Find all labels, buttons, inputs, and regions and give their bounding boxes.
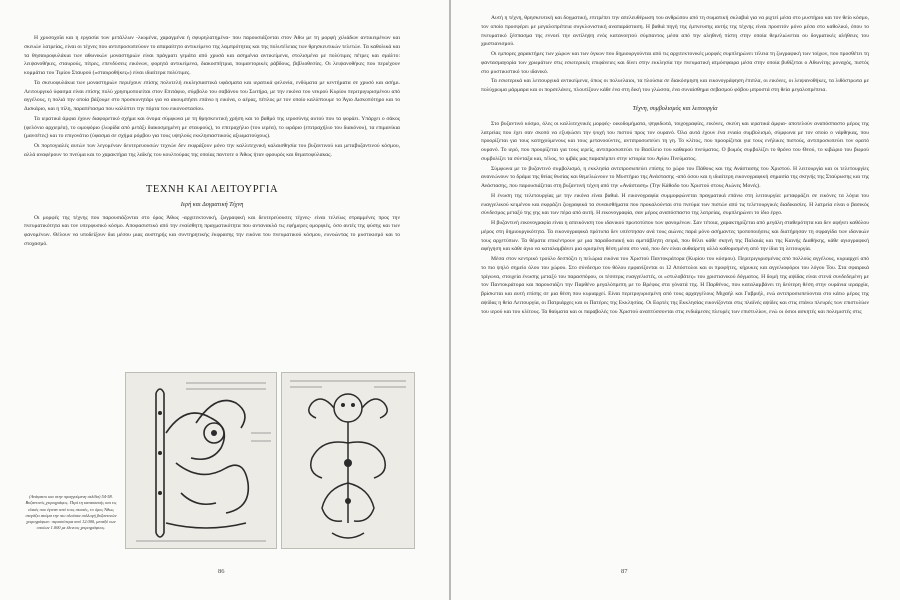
section-subtitle: Ιερή και Δογματική Τέχνη [180, 200, 244, 208]
right-paragraph: Αυτή η τέχνη, θρησκευτική και δογματική, επιτρέπει την απελευθέρωση του ανθρώπου από τη σωματική σκλαβιά για να ριχτεί μέσα στο μυστήριο και τον θείο κόσμο, τον οποίο προσφέρει με μεγαλοπρέπεια συγκλονιστική αναπαράσταση. Η βαθιά πηγή της έμπνευσης αυτής της τέχνης είναι προσιτόν μόνο μέσα στο καθολικό, όπου το πνευματικό ξέσπασμα της εννοεί την αντίληψη ενός κατανοητού σύμπαντος μέσα από την αληθινή πίστη στην οποία θεμελιώνεται ου δογματικές αλήθειες του χριστιανισμού. [481, 15, 869, 48]
subsection-title: Τέχνη, συμβολισμός και λειτουργία [632, 104, 718, 112]
right-text-column [481, 14, 869, 317]
manuscript-ornament-image [281, 372, 415, 549]
left-paragraph: Οι μορφές της τέχνης που παρουσιάζονται στο όρος Άθως -αρχιτεκτονική, ζωγραφική και δευτερεύουσες τέχνες- είναι τελείως στραμμένες προς την πνευματικότητα και τον υπερφυσικό κόσμο. Αποφασιστικό από την εναίσθητη πραγματικότητα που αντανακλά τις εφήμερες ομορφιές, όσο αυτές της φύσης και των φανομένων. Θέλουν να υποδείξουν δια μέσου μιας αυστηρής και συντηρητικής έκφρασης την εικόνα του πνευματικού κόσμου, ευνοώντας το μυστικισμό και το στοχασμό. [24, 214, 400, 247]
left-page [0, 0, 449, 600]
left-paragraph: Τα ιερατικά άμφια έχουν διαφορετικό σχήμα και όνομα σύμφωνα με τη θρησκευτική χρήση και το βαθμό της ιεροσύνης αυτού που τα φοράει. Υπάρχει ο σάκος (φελόνιο αρχιερέα), το ωμοφόριο (λωρίδα από μετάξι διακοσμημένη με σταυρούς), το επιτραχήλιο (του ιερέα), το ωράριο (επιτραχήλιο του διακόνου), τα επιμανίκια (μανσέτες) και το επιγονάτιο (ύφασμα σε σχήμα ρόμβου για τους υψηλούς εκκλησιαστικούς αξιωματούχους). [24, 115, 400, 140]
left-paragraph: Τα σκευοφυλάκια των μοναστηριών περιέχουν επίσης πολυτελή εκκλησιαστικά υφάσματα και ιερατικά φελονία, ενδύματα με κεντήματα σε χρυσό και ασήμι. Λειτουργικό ύφασμα είναι επίσης πολύ χρησιμοποιείται στον Επιτάφιο, σύμβολο του σαβάνου του Σωτήρα, με την εικόνα του νεκρού Κυρίου περιτριγυρισμένου από αγγέλους, η πολιά την οποία βάζουμε στο προσκυνητάρι για να ακουμπήσει επάνω η εικόνα, ο αέρας, πέπλος με τον οποίο καλύπτουμε το Άγιο Δισκοπότηρο και το Δισκάριο, και η πίλη, παραπέτασμα που καλύπτει την πόρτα του εικονοστασίου. [24, 79, 400, 112]
left-paragraph: Η χρυσοχοΐα και η εργασία των μετάλλων -λιωμένα, χαραγμένα ή σφυρηλατημένα- που παρουσιάζονται στον Άθω με τη μορφή χιλιάδων αντικειμένων και σκευών λατρείας, είναι οι τέχνες που αντιπροσωπεύουν το απαραίτητο αντικείμενο της λαμπρότητας και της πολυτέλειας των θρησκευτικών τελετών. Τα καθολικά και τα θησαυροφυλάκια των αθωνικών μοναστηριών είναι πράγματι γεμάτα από χρυσά και ασημένια αντικείμενα, στολισμένα με πολύτιμες πέτρες και σμάλτο: λειψανοθήκες, σταυρούς, πίτρες, επενδύσεις εικόνων, φορητά αντικείμενα, διακοσπήτρια, ποιμαντορικές ράβδους, βιβλιοθεσίες. Οι λειψανοθήκες που περιέχουν κομμάτια του Τιμίου Σταυρού («σταυροθήκες») είναι ιδιαίτερα πολύτιμες. [24, 35, 400, 76]
left-text-column [24, 34, 400, 250]
manuscript-illumination-image [125, 372, 277, 549]
section-title: ΤΕΧΝΗ ΚΑΙ ΛΕΙΤΟΥΡΓΙΑ [145, 183, 279, 195]
right-paragraph: Στο βυζαντινό κόσμο, όλες οι καλλιτεχνικές μορφές- οικοδομήματα, ψηφιδωτά, τοιχογραφίες, εικόνες, σκεύη και ιερατικά άμφια- αποτελούν αναπόσπαστο μέρος της λατρείας που έχει σαν σκοπό να εξυψώσει την ψυχή του πιστού προς τον ουρανό. Όλα αυτά έχουν ένα ενιαίο συμβολισμό, σύμφωνα με τον οποίο ο νάρθηκας, που προορίζεται για τους κατηχούμενους και τους μετανοούντες, αντιπροσωπεύει τη γη. Το κλίτος, που προορίζεται για τους ενήλικες πιστούς, αντιπροσωπεύει τον ορατό ουρανό. Το ιερό, που προορίζεται για τους ιερείς, αντιπροσωπεύει το Βασίλειο του καθαρού πνεύματος. Ο βωμός συμβολίζει το θρόνο του Θεού, το κιβώριο του βωμού συμβολίζει τα σύνταξα και, τέλος, το ιμβάς μας παραπέμπει στην ιστορία του Αγίου Πνεύματος. [481, 120, 869, 162]
right-paragraph: Η ένωση της τελετουργίας με την εικόνα είναι βαθιά. Η εικονογραφία συμμορφώνεται πραγματικά επάνω στη λειτουργία: μεταφράζει σε εικόνες τα λόγια του ευαγγελικού κειμένου και εκφράζει ζωγραφικά τα συναισθήματα που προκαλούνται στο πνεύμα των πιστών από τις τελετουργικές διαδικασίες. Η λατρεία είναι ο βασικός σύνδεσμος μεταξύ της γης και των πέρα από αυτή. Η εικονογραφία, σαν μέρος αναπόσπαστο της λατρείας, συμπληρώνει το ίδιο έργο. [481, 192, 869, 217]
manuscript-illumination-drawing [126, 373, 276, 548]
left-paragraph: Οι πορτογιαλές αυτών των λεγομένων δευτερευουσών τεχνών δεν εκφράζουν μόνο την καλλιτεχνική καλαισθησία του βυζαντινού και μεταβυζαντινού κόσμου, αλλά αναφέρουν το πνεύμα και το χαρακτήρα της λαϊκής του κουλτούρας της οποίας παντοτε ο Άθως ήταν φρουρός και θεματοφύλακας. [24, 143, 400, 158]
right-paragraph: Τα εσωτερικά και λειτουργικά αντικείμενα, όπως οι πολυελαιοι, τα πλούσια σε διακόσμηση και εικονογράφηση έπιπλα, οι εικόνες, οι λειψανοθήκες, τα λιθόστρωτα με πολύχρωμα μάρμαρα και οι πορσελάνες, πλουτίζουν κάθε ένα στη δική του γλώσσα, ένα συναίσθημα σεβασμού φόβου μπροστά στη θεία μεγαλοπρέπεια. [481, 78, 869, 93]
right-paragraph: Σύμφωνα με το βυζαντινό συμβολισμό, η εκκλησία αντιπροσωπεύει επίσης το χώρο του Πάθους και της Ανάστασης του Χριστού. Η λειτουργία και οι τελετουργίες ανανεώνουν το δράμα της θείας θυσίας και θεμελιώνουν το Μυστήριο της Ανάστασης -από όσου και η ιδιαίτερη εικονογραφική σημασία της σκηνής της Σταύρωσης και της Ανάστασης, που παρουσιάζεται στη βυζαντινή τέχνη από την «Ανάσταση» (Την Κάθοδο του Χριστού στους Αιώνες Μονές). [481, 165, 869, 189]
right-page [451, 0, 900, 600]
page-number: 87 [621, 568, 628, 575]
right-paragraph: Η βυζαντινή εικονογραφία είναι η απεικόνιση του ιδανικού πρωτοτύπου των φανομένων. Σαν τέτοια, χαρακτηρίζεται από μεγάλη σταθερότητα και δεν αφήνει καθόλου μέρος στη δημιουργικότητα. Τα εικονογραφικά πρότυπα δεν υπέστησαν ανά τους αιώνες παρά μόνο ασήμαντες τροποποιήσεις και διατήρησαν τη σφραγίδα των ιδανικών τους αρχετύπων. Τα θέματα επικέντρουν με μια παραδοσιακή και αμετάβλητη σειρά, που θέλει κάθε σκηνή της Παλαιάς και της Καινής Διαθήκης, κάθε αγιογραφική αφήγηση και κάθε άγιο να καταλαμβάνει μια ορισμένη θέση μέσα στο ναό, που δεν είναι αυθαίρετη αλλά καθορισμένη από την ίδια τη λειτουργία. [481, 220, 869, 253]
figure-caption: (Ανάφαιτο και στην προηγούμενη σελίδα) 54-58. Βυζαντινός χειρογράφος. Περί τη κατασκευής και τις ελικές που έγιναν από τους σκοπές, το όρος Άθως στεγάζει ακόμα την πιο πλούσια συλλογή βυζαντινών χειρογράφων: περισσότερα από 12.000, μεταξύ των οποίων 1.000 με έλινους χειρογράφους. [25, 494, 117, 531]
page-number: 86 [218, 568, 225, 575]
right-paragraph: Μέσα στον κεντρικό τρούλο δεσπόζει η πελώρια εικόνα του Χριστού Παντοκράτορα (Κυρίου του κόσμου). Περιτριγυρισμένος από πολλούς αγγέλους, κυριαρχεί από το πιο ψηλό σημείο όλου του χώρου. Στο σύνδεσμο του θόλου εμφανίζονται οι 12 Απόστολοι και οι προφήτες, κήρυκες και αγγελιοφόροι του λόγου Του. Στα σφαιρικά τρίγωνα, στοιχεία ένωσης μεταξύ του παρασπόρου, οι τέσσερις ευαγγελιστές, οι «στυλοβάτες» του χριστιανικού δόγματος. Η δομή της αψίδας είναι στενά συνδεδεμένη με τον Παντοκράτορα και παρουσιάζει την Παρθένο μεγαλόπρεπη με το Βρέφος στα γόνατά της. Η Παρθένος, που καταλαμβάνει τη δεύτερη θέση στην ουράνια ιεραρχία, βρίσκεται και αυτή επίσης σε μια θέση που κυριαρχεί. Είναι περιτριγυρισμένη από τους αρχαγγέλους Μιχαήλ και Γαβριήλ, ενώ αντιπροσωπεύονται στο κάτω μέρος της αψίδας η θεία Λειτουργία, οι Πατριάρχες και οι Πατέρες της Εκκλησίας. Οι Εορτές της Εκκλησίας εικονίζονται στις πλαϊνές αψίδες και στις επάνω πλευρές των επιστυλίων του ιερού και του κλίτους. Τα θαύματα και οι παραβολές του Χριστού αναπτύσσονται στις ενδιάμεσες πλευρές των επιστυλίων, ενώ οι όσιοι ασκητές και πολεμιστές στις [481, 256, 869, 315]
manuscript-ornament-drawing [282, 373, 414, 548]
right-paragraph: Οι εμπορες χαρακτήρες των χώρων και των όγκων που δημιουργούνται από τις αρχιτεκτονικές μορφές συμπληρώνει τέλεια τη ζωγραφική των τοίχων, που προσθέτει τη φαντασμαγορία των χρωμάτων στις εσωτερικές επιφάνειες και δίνει στην εκκλησία την πνευματική ατμόσφαιρα μέσα στην οποία βυθίζεται ο Αθωνίτης μοναχός, πιστός στο μυστικιστικό του ιδανικό. [481, 51, 869, 75]
